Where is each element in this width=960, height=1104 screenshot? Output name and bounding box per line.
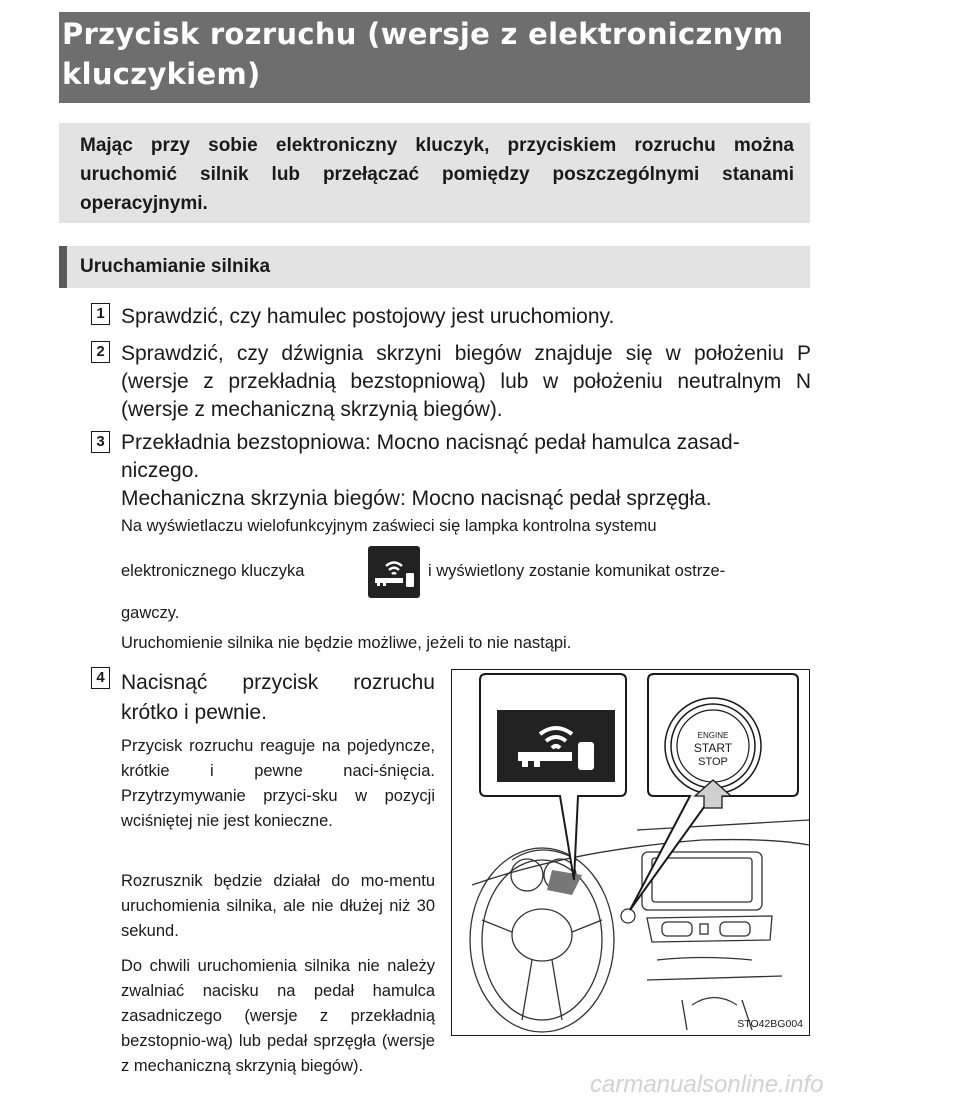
section-accent [59, 246, 67, 288]
intro-text: Mając przy sobie elektroniczny kluczyk, przyciskiem rozruchu można uruchomić silnik lub przełączać pomiędzy poszczególnymi stanami operacyjnymi. [80, 135, 794, 214]
watermark: carmanualsonline.info [590, 1071, 824, 1098]
step-3-note-line4: Uruchomienie silnika nie będzie możliwe, jeżeli to nie nastąpi. [121, 634, 572, 652]
page-title [62, 14, 807, 94]
engine-button-label-1: ENGINE [697, 731, 729, 740]
step-4-line1: Nacisnąć przycisk rozruchu [121, 671, 435, 694]
step-3-line1: Przekładnia bezstopniowa: Mocno nacisnąć pedał hamulca zasad- [121, 431, 740, 454]
page-title-line2: kluczykiem) [62, 57, 261, 91]
step-3-text [121, 429, 811, 513]
step-number-2: 2 [91, 341, 110, 363]
step-3-line3: Mechaniczna skrzynia biegów: Mocno nacisnąć pedał sprzęgła. [121, 487, 712, 510]
dashboard-figure [451, 669, 810, 1036]
step-1-text: Sprawdzić, czy hamulec postojowy jest uruchomiony. [121, 305, 615, 328]
section-title: Uruchamianie silnika [80, 256, 271, 277]
step-2-text: Sprawdzić, czy dźwignia skrzyni biegów znajduje się w położeniu P (wersje z przekładnią bezstopniową) lub w położeniu neutralnym N (wersje z mechaniczną skrzynią biegów). [121, 342, 811, 421]
page-title-line1: Przycisk rozruchu (wersje z elektronicznym [62, 17, 784, 51]
step-3-note-line1: Na wyświetlaczu wielofunkcyjnym zaświeci się lampka kontrolna systemu [121, 517, 657, 535]
step-4-note-1: Przycisk rozruchu reaguje na pojedyncze, krótkie i pewne naci-śnięcia. Przytrzymywanie przyci-sku w pozycji wciśniętej nie jest konieczne. [121, 737, 435, 830]
step-number-4: 4 [91, 667, 110, 689]
step-4-text [121, 668, 435, 728]
step-number-1: 1 [91, 303, 110, 325]
engine-button-label-3: STOP [698, 756, 728, 768]
engine-button-label-2: START [693, 741, 733, 755]
step-4-line2: krótko i pewnie. [121, 701, 267, 724]
step-4-note-2: Rozrusznik będzie działał do mo-mentu uruchomienia silnika, ale nie dłużej niż 30 sekund. [121, 872, 435, 940]
step-number-3: 3 [91, 431, 110, 453]
figure-code: STO42BG004 [737, 1018, 803, 1030]
step-3-line2: niczego. [121, 459, 200, 482]
step-3-note-line2b: i wyświetlony zostanie komunikat ostrze- [428, 562, 726, 580]
step-3-note-line2a: elektronicznego kluczyka [121, 562, 305, 580]
step-4-note-3: Do chwili uruchomienia silnika nie należy zwalniać nacisku na pedał hamulca zasadniczego (wersje z przekładnią bezstopnio-wą) lub pedał sprzęgła (wersje z mechaniczną skrzynią biegów). [121, 957, 435, 1075]
step-3-note-line3: gawczy. [121, 604, 180, 622]
smart-key-indicator-icon [368, 546, 420, 598]
dashboard-illustration [452, 670, 809, 1035]
